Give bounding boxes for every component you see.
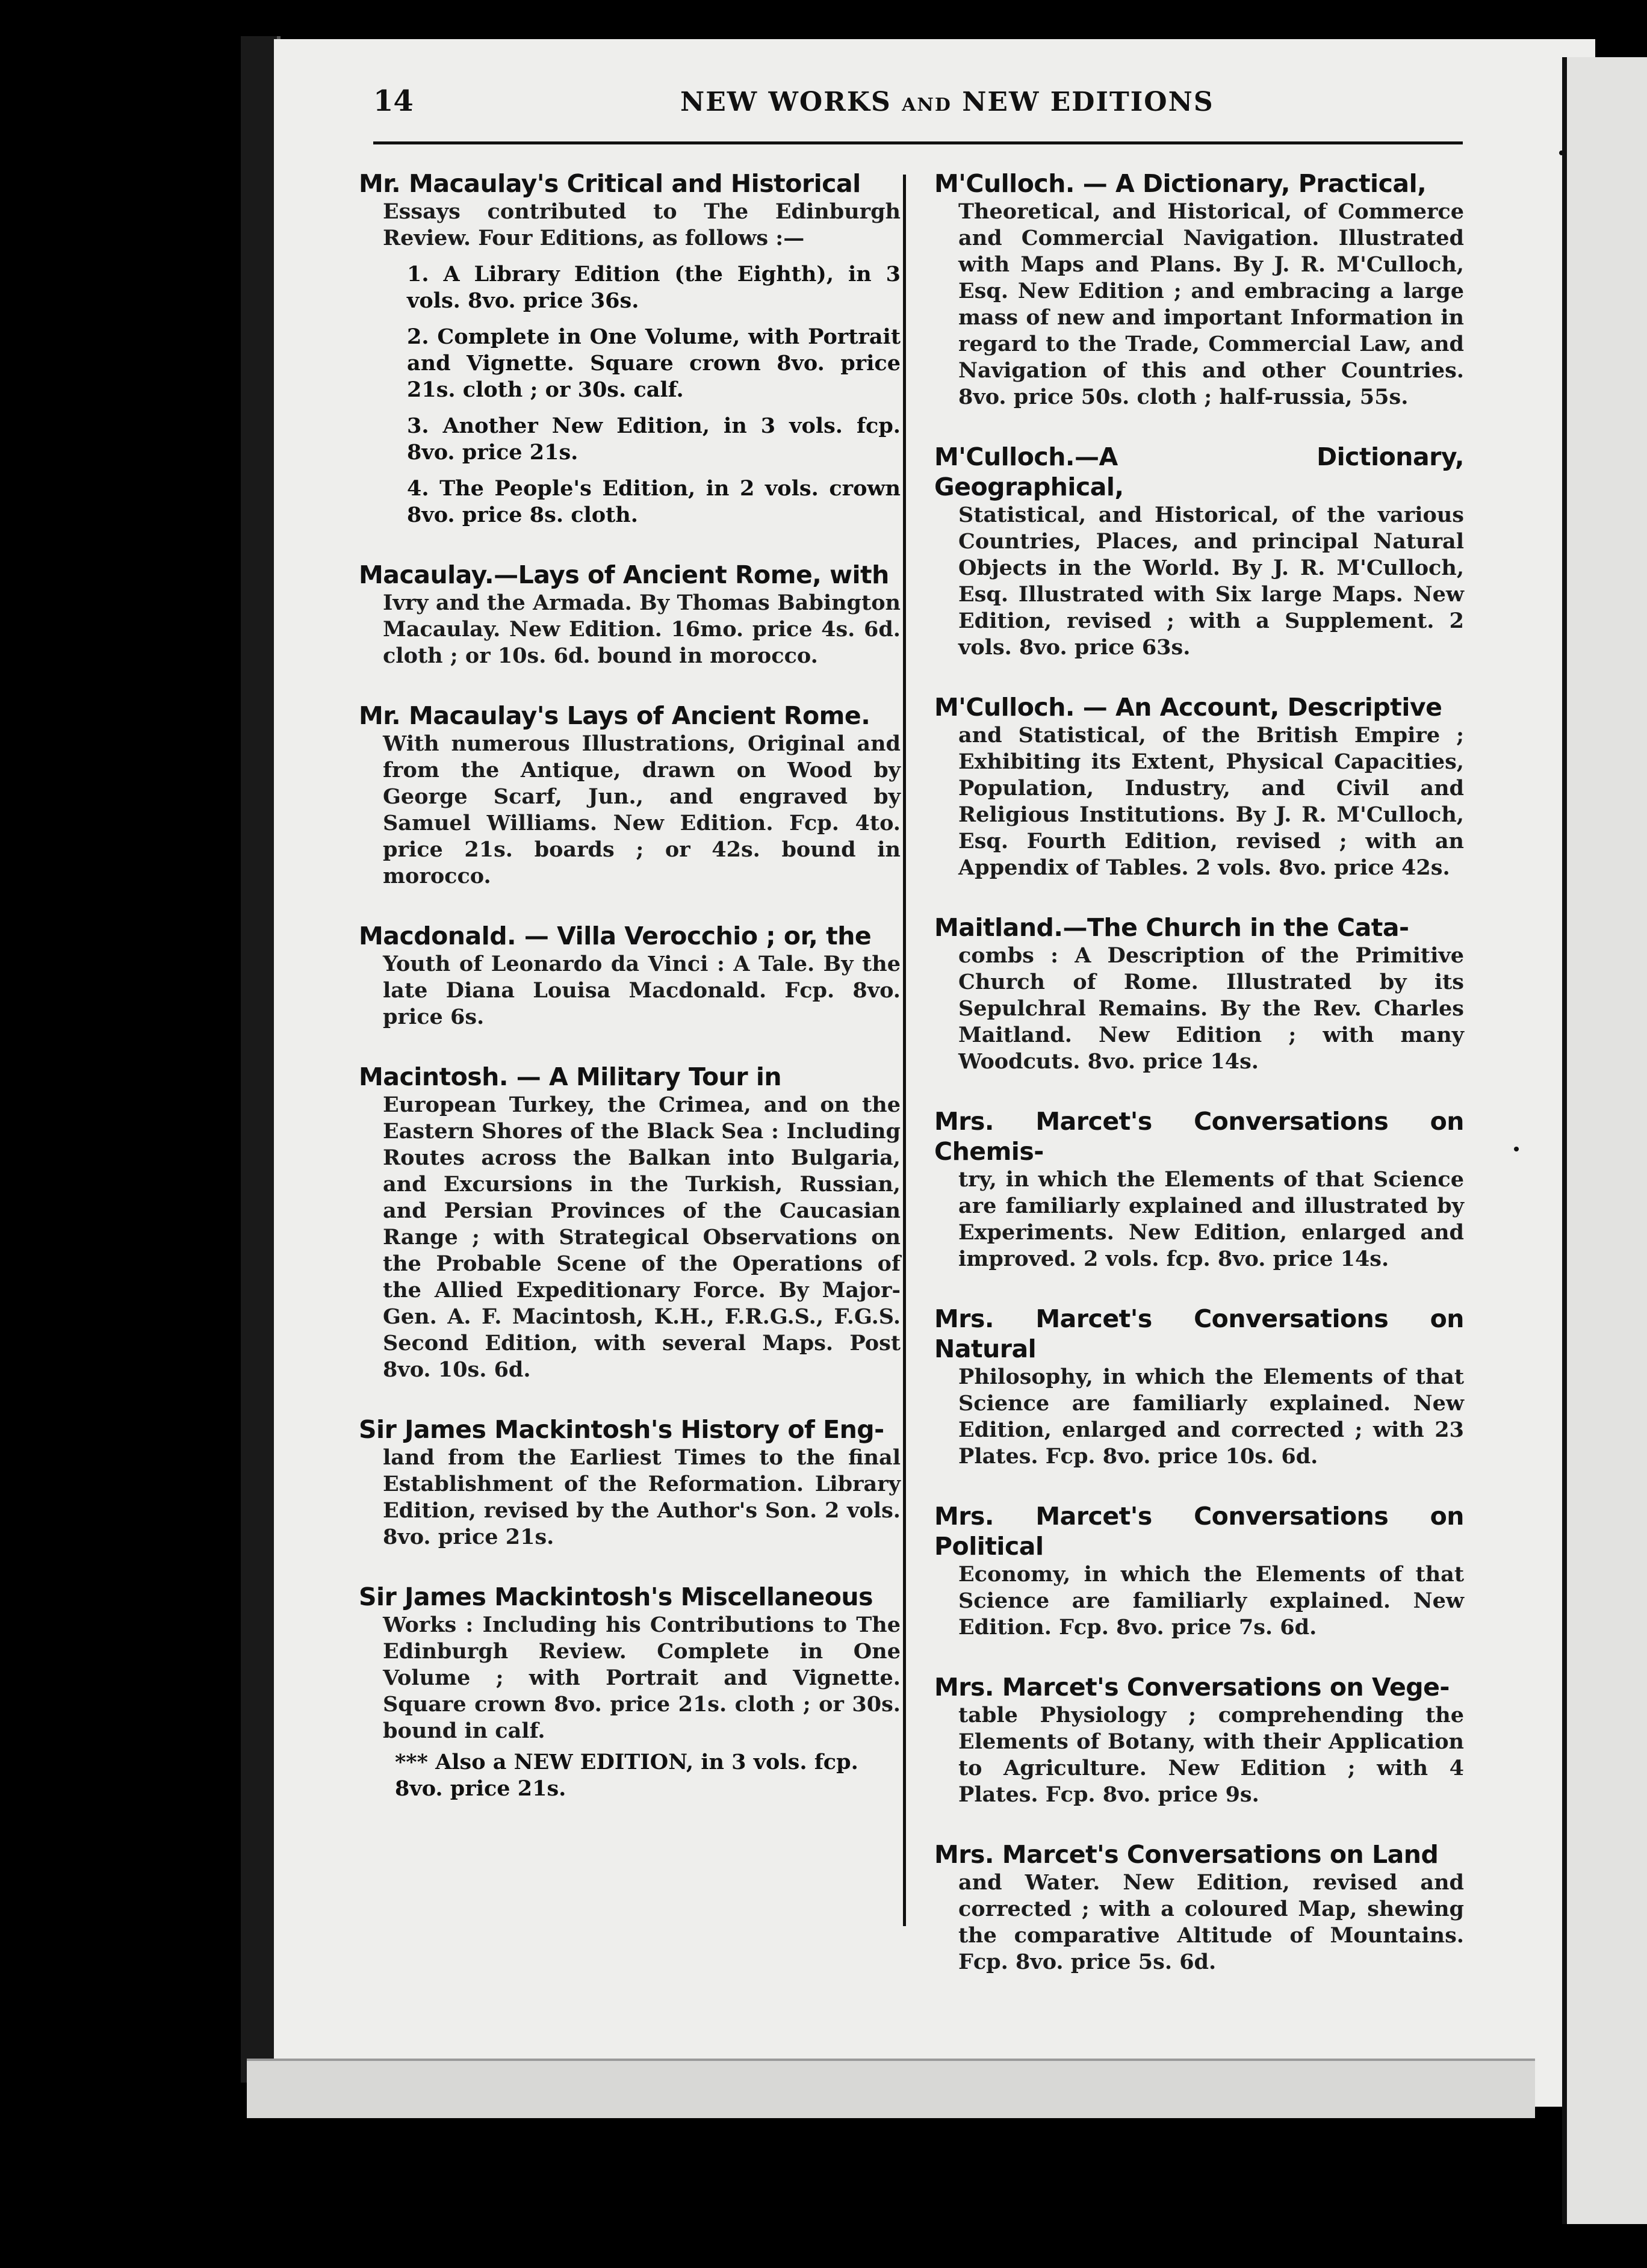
catalog-entry xyxy=(359,169,901,528)
entry-title: Mrs. Marcet's Conversations on Political xyxy=(934,1502,1464,1561)
catalog-entry xyxy=(934,1501,1464,1641)
running-head-part-b: NEW EDITIONS xyxy=(962,87,1214,117)
edition-item: 2. Complete in One Volume, with Portrait and Vignette. Square crown 8vo. price 21s. cloth ; or 30s. calf. xyxy=(407,324,901,402)
entry-title: Macdonald. — Villa Verocchio ; or, the xyxy=(359,922,872,950)
page-number: 14 xyxy=(373,84,414,118)
entry-title: M'Culloch. — A Dictionary, Practical, xyxy=(934,169,1427,198)
entry-title: Mr. Macaulay's Critical and Historical xyxy=(359,169,861,198)
entry-body: Ivry and the Armada. By Thomas Babington Macaulay. New Edition. 16mo. price 4s. 6d. cloth ; or 10s. 6d. bound in morocco. xyxy=(383,590,901,668)
entry-body: and Water. New Edition, revised and corrected ; with a coloured Map, shewing the comparative Altitude of Mountains. Fcp. 8vo. price 5s. 6d. xyxy=(958,1870,1464,1974)
catalog-entry xyxy=(359,560,901,669)
scan-speck xyxy=(1514,1147,1519,1151)
running-head xyxy=(680,87,1214,117)
running-head-part-a: NEW WORKS xyxy=(680,87,892,117)
entry-title: M'Culloch.—A Dictionary, Geographical, xyxy=(934,442,1464,501)
column-rule xyxy=(903,175,906,1926)
catalog-entry xyxy=(359,1062,901,1383)
running-head-and: AND xyxy=(902,94,952,116)
entry-body: Philosophy, in which the Elements of that Science are familiarly explained. New Edition, enlarged and corrected ; with 23 Plates. Fcp. 8vo. price 10s. 6d. xyxy=(958,1365,1464,1469)
entry-title: Mrs. Marcet's Conversations on Natural xyxy=(934,1304,1464,1363)
facing-page-edge xyxy=(1562,57,1647,2224)
entry-title: Sir James Mackintosh's Miscellaneous xyxy=(359,1582,873,1611)
edition-item: 4. The People's Edition, in 2 vols. crown 8vo. price 8s. cloth. xyxy=(407,476,901,527)
entry-title: Mrs. Marcet's Conversations on Land xyxy=(934,1840,1439,1869)
entry-body: Essays contributed to The Edinburgh Review. Four Editions, as follows :— xyxy=(383,199,901,250)
left-column xyxy=(359,169,901,1833)
edition-item: 3. Another New Edition, in 3 vols. fcp. 8vo. price 21s. xyxy=(407,414,901,465)
entry-title: Mrs. Marcet's Conversations on Vege- xyxy=(934,1673,1450,1702)
entry-body: table Physiology ; comprehending the Elements of Botany, with their Application to Agriculture. New Edition ; with 4 Plates. Fcp. 8vo. price 9s. xyxy=(958,1703,1464,1807)
catalog-entry xyxy=(934,442,1464,661)
entry-title: Maitland.—The Church in the Cata- xyxy=(934,913,1409,942)
entry-note: *** Also a NEW EDITION, in 3 vols. fcp. 8vo. price 21s. xyxy=(395,1750,858,1801)
edition-item: 1. A Library Edition (the Eighth), in 3 vols. 8vo. price 36s. xyxy=(407,262,901,313)
edition-list xyxy=(407,261,901,528)
scan-speck xyxy=(1559,150,1564,155)
catalog-entry xyxy=(359,701,901,890)
catalog-entry xyxy=(934,1304,1464,1470)
entry-body: Theoretical, and Historical, of Commerce and Commercial Navigation. Illustrated with Maps and Plans. By J. R. M'Culloch, Esq. New Edition ; and embracing a large mass of new and important Information in regard to the Trade, Commercial Law, and Navigation of this and other Countries. 8vo. price 50s. cloth ; half-russia, 55s. xyxy=(958,199,1464,409)
entry-title: Sir James Mackintosh's History of Eng- xyxy=(359,1415,884,1444)
catalog-entry xyxy=(934,692,1464,881)
entry-body: Statistical, and Historical, of the various Countries, Places, and principal Natural Objects in the World. By J. R. M'Culloch, Esq. Illustrated with Six large Maps. New Edition, revised ; with a Supplement. 2 vols. 8vo. price 63s. xyxy=(958,503,1464,660)
entry-body: Economy, in which the Elements of that Science are familiarly explained. New Edition. Fcp. 8vo. price 7s. 6d. xyxy=(958,1562,1464,1640)
entry-body: and Statistical, of the British Empire ; Exhibiting its Extent, Physical Capacities, Population, Industry, and Civil and Religious Institutions. By J. R. M'Culloch, Esq. Fourth Edition, revised ; with an Appendix of Tables. 2 vols. 8vo. price 42s. xyxy=(958,723,1464,880)
catalog-entry xyxy=(359,1414,901,1551)
entry-title: Macintosh. — A Military Tour in xyxy=(359,1062,782,1091)
entry-body: Works : Including his Contributions to The Edinburgh Review. Complete in One Volume ; with Portrait and Vignette. Square crown 8vo. price 21s. cloth ; or 30s. bound in calf. xyxy=(383,1613,901,1743)
entry-body: land from the Earliest Times to the final Establishment of the Reformation. Library Edition, revised by the Author's Son. 2 vols. 8vo. price 21s. xyxy=(383,1445,901,1549)
catalog-entry xyxy=(934,1672,1464,1808)
page-bottom-edge xyxy=(247,2059,1535,2118)
entry-body: With numerous Illustrations, Original and from the Antique, drawn on Wood by George Scarf, Jun., and engraved by Samuel Williams. New Edition. Fcp. 4to. price 21s. boards ; or 42s. bound in morocco. xyxy=(383,731,901,888)
entry-body: Youth of Leonardo da Vinci : A Tale. By the late Diana Louisa Macdonald. Fcp. 8vo. price 6s. xyxy=(383,952,901,1029)
entry-title: Macaulay.—Lays of Ancient Rome, with xyxy=(359,560,889,589)
catalog-entry xyxy=(359,921,901,1030)
entry-title: Mr. Macaulay's Lays of Ancient Rome. xyxy=(359,701,870,730)
catalog-entry xyxy=(359,1582,901,1802)
catalog-entry xyxy=(934,912,1464,1075)
right-column xyxy=(934,169,1464,2007)
entry-body: European Turkey, the Crimea, and on the Eastern Shores of the Black Sea : Including Routes across the Balkan into Bulgaria, and Excursions in the Turkish, Russian, and Persian Provinces of the Caucasian Range ; with Strategical Observations on the Probable Scene of the Operations of the Allied Expeditionary Force. By Major-Gen. A. F. Macintosh, K.H., F.R.G.S., F.G.S. Second Edition, with several Maps. Post 8vo. 10s. 6d. xyxy=(383,1092,901,1382)
entry-body: combs : A Description of the Primitive Church of Rome. Illustrated by its Sepulchral Remains. By the Rev. Charles Maitland. New Edition ; with many Woodcuts. 8vo. price 14s. xyxy=(958,943,1464,1074)
catalog-entry xyxy=(934,169,1464,411)
page-header xyxy=(373,84,1463,144)
entry-title: M'Culloch. — An Account, Descriptive xyxy=(934,693,1442,722)
entry-title: Mrs. Marcet's Conversations on Chemis- xyxy=(934,1107,1464,1166)
catalog-entry xyxy=(934,1839,1464,1975)
entry-body: try, in which the Elements of that Science are familiarly explained and illustrated by Experiments. New Edition, enlarged and improved. 2 vols. fcp. 8vo. price 14s. xyxy=(958,1167,1464,1271)
catalog-entry xyxy=(934,1106,1464,1272)
